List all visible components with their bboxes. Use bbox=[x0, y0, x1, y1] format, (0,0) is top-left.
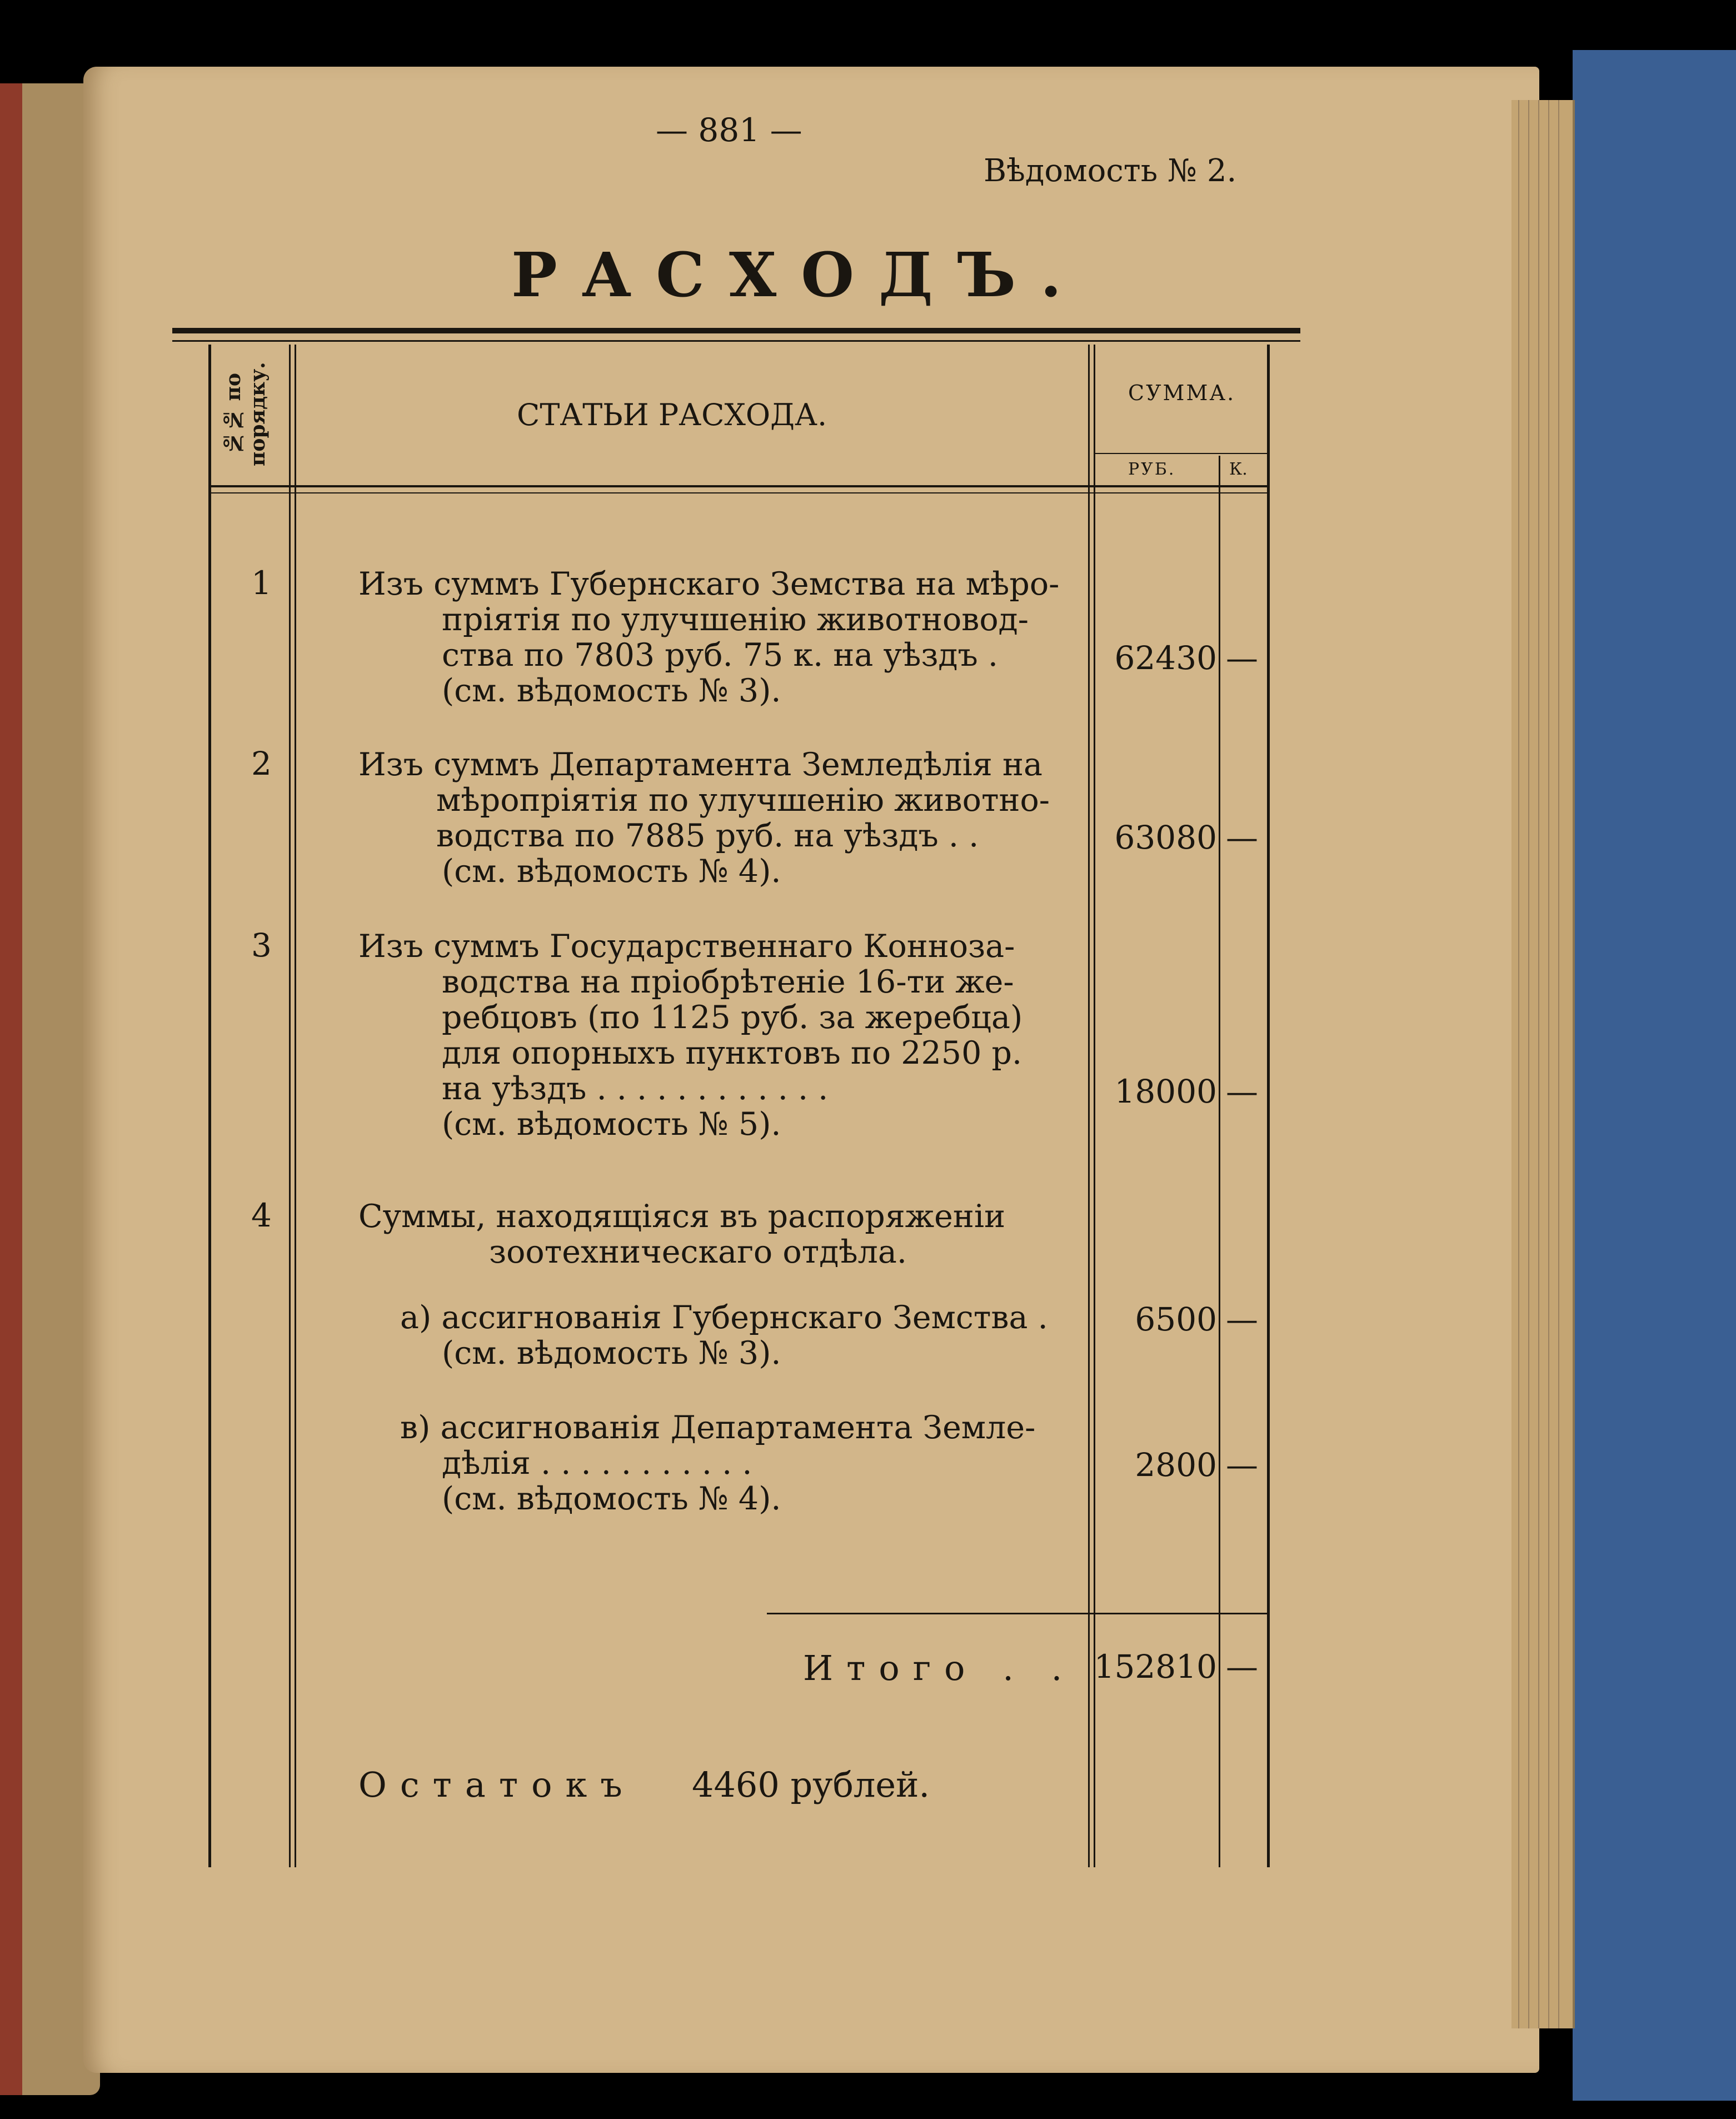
amount-kopecks: — bbox=[1226, 1446, 1258, 1484]
row-text-line: Суммы, находящіяся въ распоряженіи bbox=[358, 1198, 1006, 1235]
row-number: 1 bbox=[251, 564, 272, 602]
sheet-label: Вѣдомость № 2. bbox=[984, 153, 1237, 189]
row-text-line: (см. вѣдомость № 5). bbox=[442, 1106, 781, 1143]
row-number: 2 bbox=[251, 745, 272, 782]
header-sum: СУММА. bbox=[1128, 381, 1236, 405]
row-text-line: для опорныхъ пунктовъ по 2250 р. bbox=[442, 1035, 1022, 1071]
row-text-line: на уѣздъ . . . . . . . . . . . . bbox=[442, 1070, 829, 1107]
top-rule-thin bbox=[172, 340, 1300, 342]
header-rubles: РУБ. bbox=[1128, 460, 1176, 479]
total-rule bbox=[767, 1613, 1267, 1614]
row-number: 3 bbox=[251, 926, 272, 964]
binding-strip bbox=[0, 83, 22, 2095]
amount-rubles: 62430 bbox=[1114, 639, 1217, 677]
total-rubles: 152810 bbox=[1094, 1648, 1217, 1686]
row-text-line: Изъ суммъ Департамента Земледѣлія на bbox=[358, 746, 1042, 783]
remainder-label: Остатокъ bbox=[358, 1764, 636, 1805]
header-row-number: №№ по порядку. bbox=[222, 362, 270, 466]
row-number: 4 bbox=[251, 1196, 272, 1234]
row-text-line: (см. вѣдомость № 4). bbox=[442, 853, 781, 890]
amount-rubles: 6500 bbox=[1135, 1300, 1217, 1338]
subitem-text-line: (см. вѣдомость № 4). bbox=[442, 1480, 781, 1517]
row-text-line: ства по 7803 руб. 75 к. на уѣздъ . bbox=[442, 637, 999, 674]
row-text-line: ребцовъ (по 1125 руб. за жеребца) bbox=[442, 999, 1023, 1036]
row-text-line: зоотехническаго отдѣла. bbox=[489, 1234, 907, 1270]
col-rule-right-outer bbox=[1267, 345, 1270, 1867]
amount-kopecks: — bbox=[1226, 1300, 1258, 1338]
row-text-line: водства на пріобрѣтеніе 16-ти же- bbox=[442, 964, 1014, 1000]
col-rule-num-a bbox=[289, 345, 291, 1867]
row-text-line: Изъ суммъ Государственнаго Конноза- bbox=[358, 928, 1015, 965]
col-rule-left-outer bbox=[208, 345, 211, 1867]
amount-kopecks: — bbox=[1226, 639, 1258, 677]
top-rule-thick bbox=[172, 328, 1300, 333]
header-bottom-rule-2 bbox=[208, 492, 1270, 493]
amount-kopecks: — bbox=[1226, 1073, 1258, 1110]
header-items: СТАТЬИ РАСХОДА. bbox=[517, 397, 827, 432]
header-kopecks: К. bbox=[1229, 460, 1248, 479]
col-rule-num-b bbox=[295, 345, 296, 1867]
row-text-line: пріятія по улучшенію животновод- bbox=[442, 601, 1029, 638]
subitem-text-line: в) ассигнованія Департамента Земле- bbox=[400, 1409, 1036, 1446]
header-bottom-rule bbox=[208, 485, 1270, 487]
amount-kopecks: — bbox=[1226, 819, 1258, 856]
total-label: Итого . . bbox=[803, 1648, 1076, 1688]
amount-rubles: 63080 bbox=[1114, 819, 1217, 856]
amount-rubles: 18000 bbox=[1114, 1073, 1217, 1110]
remainder-value: 4460 рублей. bbox=[692, 1764, 930, 1805]
subitem-text-line: дѣлія . . . . . . . . . . . bbox=[442, 1445, 752, 1482]
row-text-line: водства по 7885 руб. на уѣздъ . . bbox=[436, 817, 979, 854]
book-cover-edge bbox=[1573, 50, 1736, 2101]
page-stack-edge bbox=[1511, 100, 1575, 2028]
col-rule-kop bbox=[1219, 456, 1220, 1867]
row-text-line: (см. вѣдомость № 3). bbox=[442, 672, 781, 709]
row-text-line: мѣропріятія по улучшенію животно- bbox=[436, 782, 1050, 819]
sum-subheader-rule bbox=[1094, 453, 1270, 454]
subitem-text-line: (см. вѣдомость № 3). bbox=[442, 1335, 781, 1372]
page-title: РАСХОДЪ. bbox=[511, 239, 1086, 311]
page-number: — 881 — bbox=[656, 111, 802, 149]
amount-rubles: 2800 bbox=[1135, 1446, 1217, 1484]
total-kopecks: — bbox=[1226, 1648, 1258, 1686]
row-text-line: Изъ суммъ Губернскаго Земства на мѣро- bbox=[358, 566, 1060, 602]
subitem-text-line: а) ассигнованія Губернскаго Земства . bbox=[400, 1299, 1048, 1336]
